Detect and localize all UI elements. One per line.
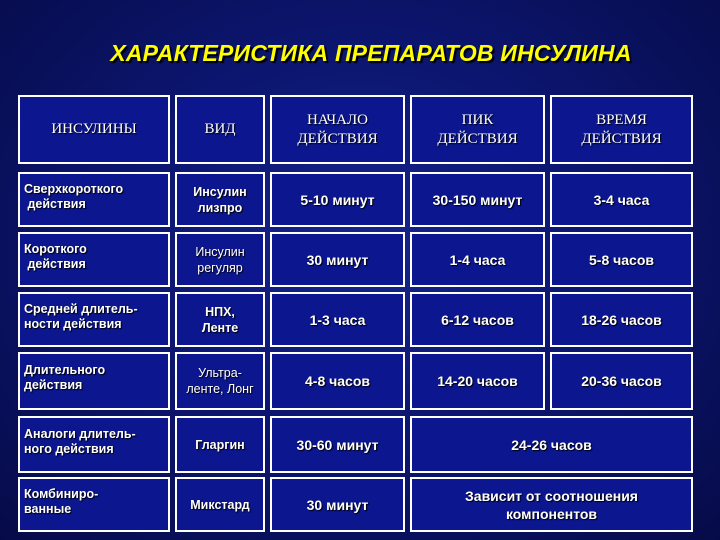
row-name-cell xyxy=(18,477,170,532)
row-onset-cell xyxy=(270,232,405,287)
row-name-cell-text: Комбиниро- ванные xyxy=(24,486,99,516)
row-onset-cell xyxy=(270,352,405,410)
row-kind-cell-text: Инсулин регуляр xyxy=(195,244,245,275)
row-kind-cell xyxy=(175,232,265,287)
row-peak-cell-text: 1-4 часа xyxy=(449,251,506,268)
header-onset-text: НАЧАЛО ДЕЙСТВИЯ xyxy=(297,111,378,147)
row-duration-cell xyxy=(550,172,693,227)
row-peak-duration-cell xyxy=(410,477,693,532)
row-onset-cell xyxy=(270,172,405,227)
row-name-cell-text: Длительного действия xyxy=(24,363,106,392)
row-duration-cell-text: 20-36 часов xyxy=(581,373,662,389)
row-name-cell-text: Короткого действия xyxy=(24,241,87,271)
row-peak-cell xyxy=(410,292,545,347)
row-name-cell-text: Сверхкороткого действия xyxy=(24,181,124,211)
row-onset-cell-text: 30 минут xyxy=(306,496,369,513)
row-name-cell xyxy=(18,416,170,473)
row-name-cell xyxy=(18,352,170,410)
row-peak-cell xyxy=(410,352,545,410)
row-duration-cell xyxy=(550,292,693,347)
row-name-cell xyxy=(18,172,170,227)
row-kind-cell xyxy=(175,352,265,410)
row-onset-cell-text: 30-60 минут xyxy=(296,436,379,453)
header-onset xyxy=(270,95,405,164)
header-kind xyxy=(175,95,265,164)
row-kind-cell xyxy=(175,172,265,227)
row-kind-cell xyxy=(175,292,265,347)
row-name-cell-text: Средней длитель- ности действия xyxy=(24,301,138,331)
row-peak-cell-text: 6-12 часов xyxy=(441,311,514,328)
row-duration-cell-text: 3-4 часа xyxy=(593,191,650,208)
row-peak-cell-text: 30-150 минут xyxy=(432,191,523,208)
row-peak-duration-cell-text: 24-26 часов xyxy=(511,436,592,453)
row-duration-cell xyxy=(550,232,693,287)
row-onset-cell-text: 5-10 минут xyxy=(300,191,375,208)
row-peak-cell xyxy=(410,232,545,287)
header-duration xyxy=(550,95,693,164)
row-onset-cell-text: 30 минут xyxy=(306,251,369,268)
row-peak-duration-cell-text: Зависит от соотношения компонентов xyxy=(465,487,638,522)
header-peak xyxy=(410,95,545,164)
header-insulins-text: ИНСУЛИНЫ xyxy=(51,121,137,137)
row-kind-cell-text: Ультра- ленте, Лонг xyxy=(186,366,254,396)
row-kind-cell xyxy=(175,477,265,532)
header-kind-text: ВИД xyxy=(204,121,236,137)
row-duration-cell-text: 5-8 часов xyxy=(589,251,654,268)
row-onset-cell xyxy=(270,292,405,347)
row-name-cell xyxy=(18,232,170,287)
row-name-cell-text: Аналоги длитель- ного действия xyxy=(24,426,136,456)
row-peak-cell xyxy=(410,172,545,227)
row-duration-cell-text: 18-26 часов xyxy=(581,311,662,328)
row-kind-cell-text: Микстард xyxy=(190,497,250,512)
row-duration-cell xyxy=(550,352,693,410)
row-onset-cell-text: 4-8 часов xyxy=(305,373,370,389)
row-name-cell xyxy=(18,292,170,347)
row-peak-cell-text: 14-20 часов xyxy=(437,373,518,389)
header-duration-text: ВРЕМЯ ДЕЙСТВИЯ xyxy=(581,111,662,147)
row-kind-cell xyxy=(175,416,265,473)
row-onset-cell xyxy=(270,416,405,473)
header-insulins xyxy=(18,95,170,164)
header-peak-text: ПИК ДЕЙСТВИЯ xyxy=(437,111,518,147)
row-onset-cell xyxy=(270,477,405,532)
row-kind-cell-text: Инсулин лизпро xyxy=(193,184,247,215)
slide-title: ХАРАКТЕРИСТИКА ПРЕПАРАТОВ ИНСУЛИНА xyxy=(110,40,632,66)
row-peak-duration-cell xyxy=(410,416,693,473)
row-onset-cell-text: 1-3 часа xyxy=(309,311,366,328)
row-kind-cell-text: НПХ, Ленте xyxy=(201,304,239,335)
row-kind-cell-text: Гларгин xyxy=(195,437,245,452)
